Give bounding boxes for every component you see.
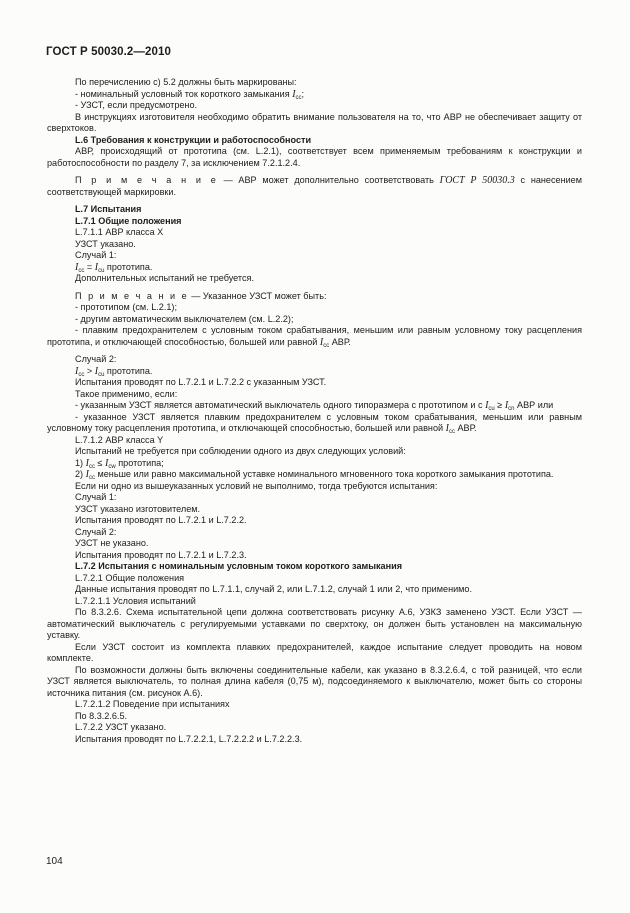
- note: П р и м е ч а н и е — АВР может дополнительно соответствовать ГОСТ Р 50030.3 с нанесением соответствующей маркировки.: [47, 175, 582, 197]
- paragraph: АВР, происходящий от прототипа (см. L.2.1), соответствует всем применяемым требованиям к конструкции и работоспособности по разделу 7, за исключением 7.2.1.2.4.: [47, 146, 582, 168]
- paragraph: Испытания проводят по L.7.2.1 и L.7.2.3.: [75, 549, 247, 560]
- paragraph: По 8.3.2.6. Схема испытательной цепи должна соответствовать рисунку А.6, УЗКЗ заменено УЗСТ. Если УЗСТ — автоматический выключатель с регулируемыми уставками по сверхтоку, он должен быть установлен на максимальную уставку.: [47, 607, 582, 640]
- formula: 1) $I_{cc} \le I_{cw}$ прототипа;: [75, 457, 164, 470]
- paragraph: Если УЗСТ состоит из комплекта плавких предохранителей, каждое испытание следует проводить на новом комплекте.: [47, 641, 582, 663]
- paragraph: 2) $I_{cc}$ меньше или равно максимальной уставке номинального мгновенного тока короткого замыкания прототипа.: [75, 469, 554, 481]
- section-heading: L.6 Требования к конструкции и работоспособности: [75, 134, 312, 145]
- note: П р и м е ч а н и е — Указанное УЗСТ может быть:: [75, 290, 327, 301]
- paragraph: По возможности должны быть включены соединительные кабели, как указано в 8.3.2.6.4, с той разницей, что если УЗСТ является выключатель, то полная длина кабеля (0,75 м), подсоединяемого к выключателю, может быть со стороны источника питания (см. рисунок А.6).: [47, 664, 582, 698]
- paragraph: Данные испытания проводят по L.7.1.1, случай 2, или L.7.1.2, случай 1 или 2, что применимо.: [75, 584, 473, 594]
- formula: $I_{cc} > I_{cu}$ прототипа.: [75, 365, 153, 378]
- paragraph: L.7.1.2 АВР класса Y: [75, 434, 164, 445]
- paragraph: L.7.1.1 АВР класса Х: [75, 227, 164, 237]
- paragraph: Такое применимо, если:: [75, 388, 178, 399]
- page-header: ГОСТ Р 50030.2—2010: [46, 46, 171, 58]
- paragraph: - плавким предохранителем с условным током срабатывания, меньшим или равным условному току расцепления прототипа, и отключающей способностью, большей или равной $I_{cc}$ АВР.: [47, 325, 582, 349]
- paragraph: - указанное УЗСТ является плавким предохранителем с условным током срабатывания, меньшим или равным условному току расцепления прототипа, и отключающей способностью, большей или равной $I_{cc}$ АВР.: [47, 411, 582, 435]
- paragraph: Случай 2:: [75, 526, 117, 537]
- paragraph: В инструкциях изготовителя необходимо обратить внимание пользователя на то, что АВР не обеспечивает защиту от сверхтоков.: [47, 111, 582, 133]
- page-number: 104: [46, 856, 63, 867]
- paragraph: - УЗСТ, если предусмотрено.: [75, 100, 198, 110]
- document-body: [47, 77, 582, 745]
- paragraph: - прототипом (см. L.2.1);: [75, 302, 177, 312]
- paragraph: Дополнительных испытаний не требуется.: [75, 273, 254, 283]
- paragraph: Если ни одно из вышеуказанных условий не выполнимо, тогда требуются испытания:: [75, 480, 438, 491]
- paragraph: Испытания проводят по L.7.2.1 и L.7.2.2.: [75, 515, 247, 525]
- paragraph: - номинальный условный ток короткого замыкания $I_{cc}$;: [75, 88, 305, 101]
- paragraph: - другим автоматическим выключателем (см. L.2.2);: [75, 313, 294, 324]
- paragraph: УЗСТ указано.: [75, 238, 136, 249]
- section-heading: L.7 Испытания: [75, 204, 142, 214]
- paragraph: По 8.3.2.6.5.: [75, 710, 128, 721]
- paragraph: Случай 1:: [75, 492, 117, 502]
- paragraph: Случай 2:: [75, 354, 117, 364]
- paragraph: L.7.2.1 Общие положения: [75, 572, 185, 583]
- paragraph: L.7.2.2 УЗСТ указано.: [75, 722, 167, 732]
- paragraph: - указанным УЗСТ является автоматический выключатель одного типоразмера с прототипом и с $I_{cu} \ge I_{cn}$ АВР или: [75, 400, 554, 412]
- subsection-heading: L.7.1 Общие положения: [75, 215, 182, 226]
- paragraph: Случай 1:: [75, 250, 117, 260]
- paragraph: УЗСТ указано изготовителем.: [75, 503, 201, 514]
- paragraph: Испытания проводят по L.7.2.1 и L.7.2.2 с указанным УЗСТ.: [75, 377, 327, 387]
- paragraph: L.7.2.1.1 Условия испытаний: [75, 595, 196, 606]
- paragraph: УЗСТ не указано.: [75, 538, 149, 548]
- paragraph: L.7.2.1.2 Поведение при испытаниях: [75, 699, 230, 709]
- paragraph: Испытаний не требуется при соблюдении одного из двух следующих условий:: [75, 446, 406, 456]
- paragraph: По перечислению с) 5.2 должны быть маркированы:: [75, 77, 297, 87]
- formula: $I_{cc} = I_{cu}$ прототипа.: [75, 261, 153, 274]
- paragraph: Испытания проводят по L.7.2.2.1, L.7.2.2.2 и L.7.2.2.3.: [75, 733, 303, 744]
- subsection-heading: L.7.2 Испытания с номинальным условным током короткого замыкания: [75, 561, 403, 571]
